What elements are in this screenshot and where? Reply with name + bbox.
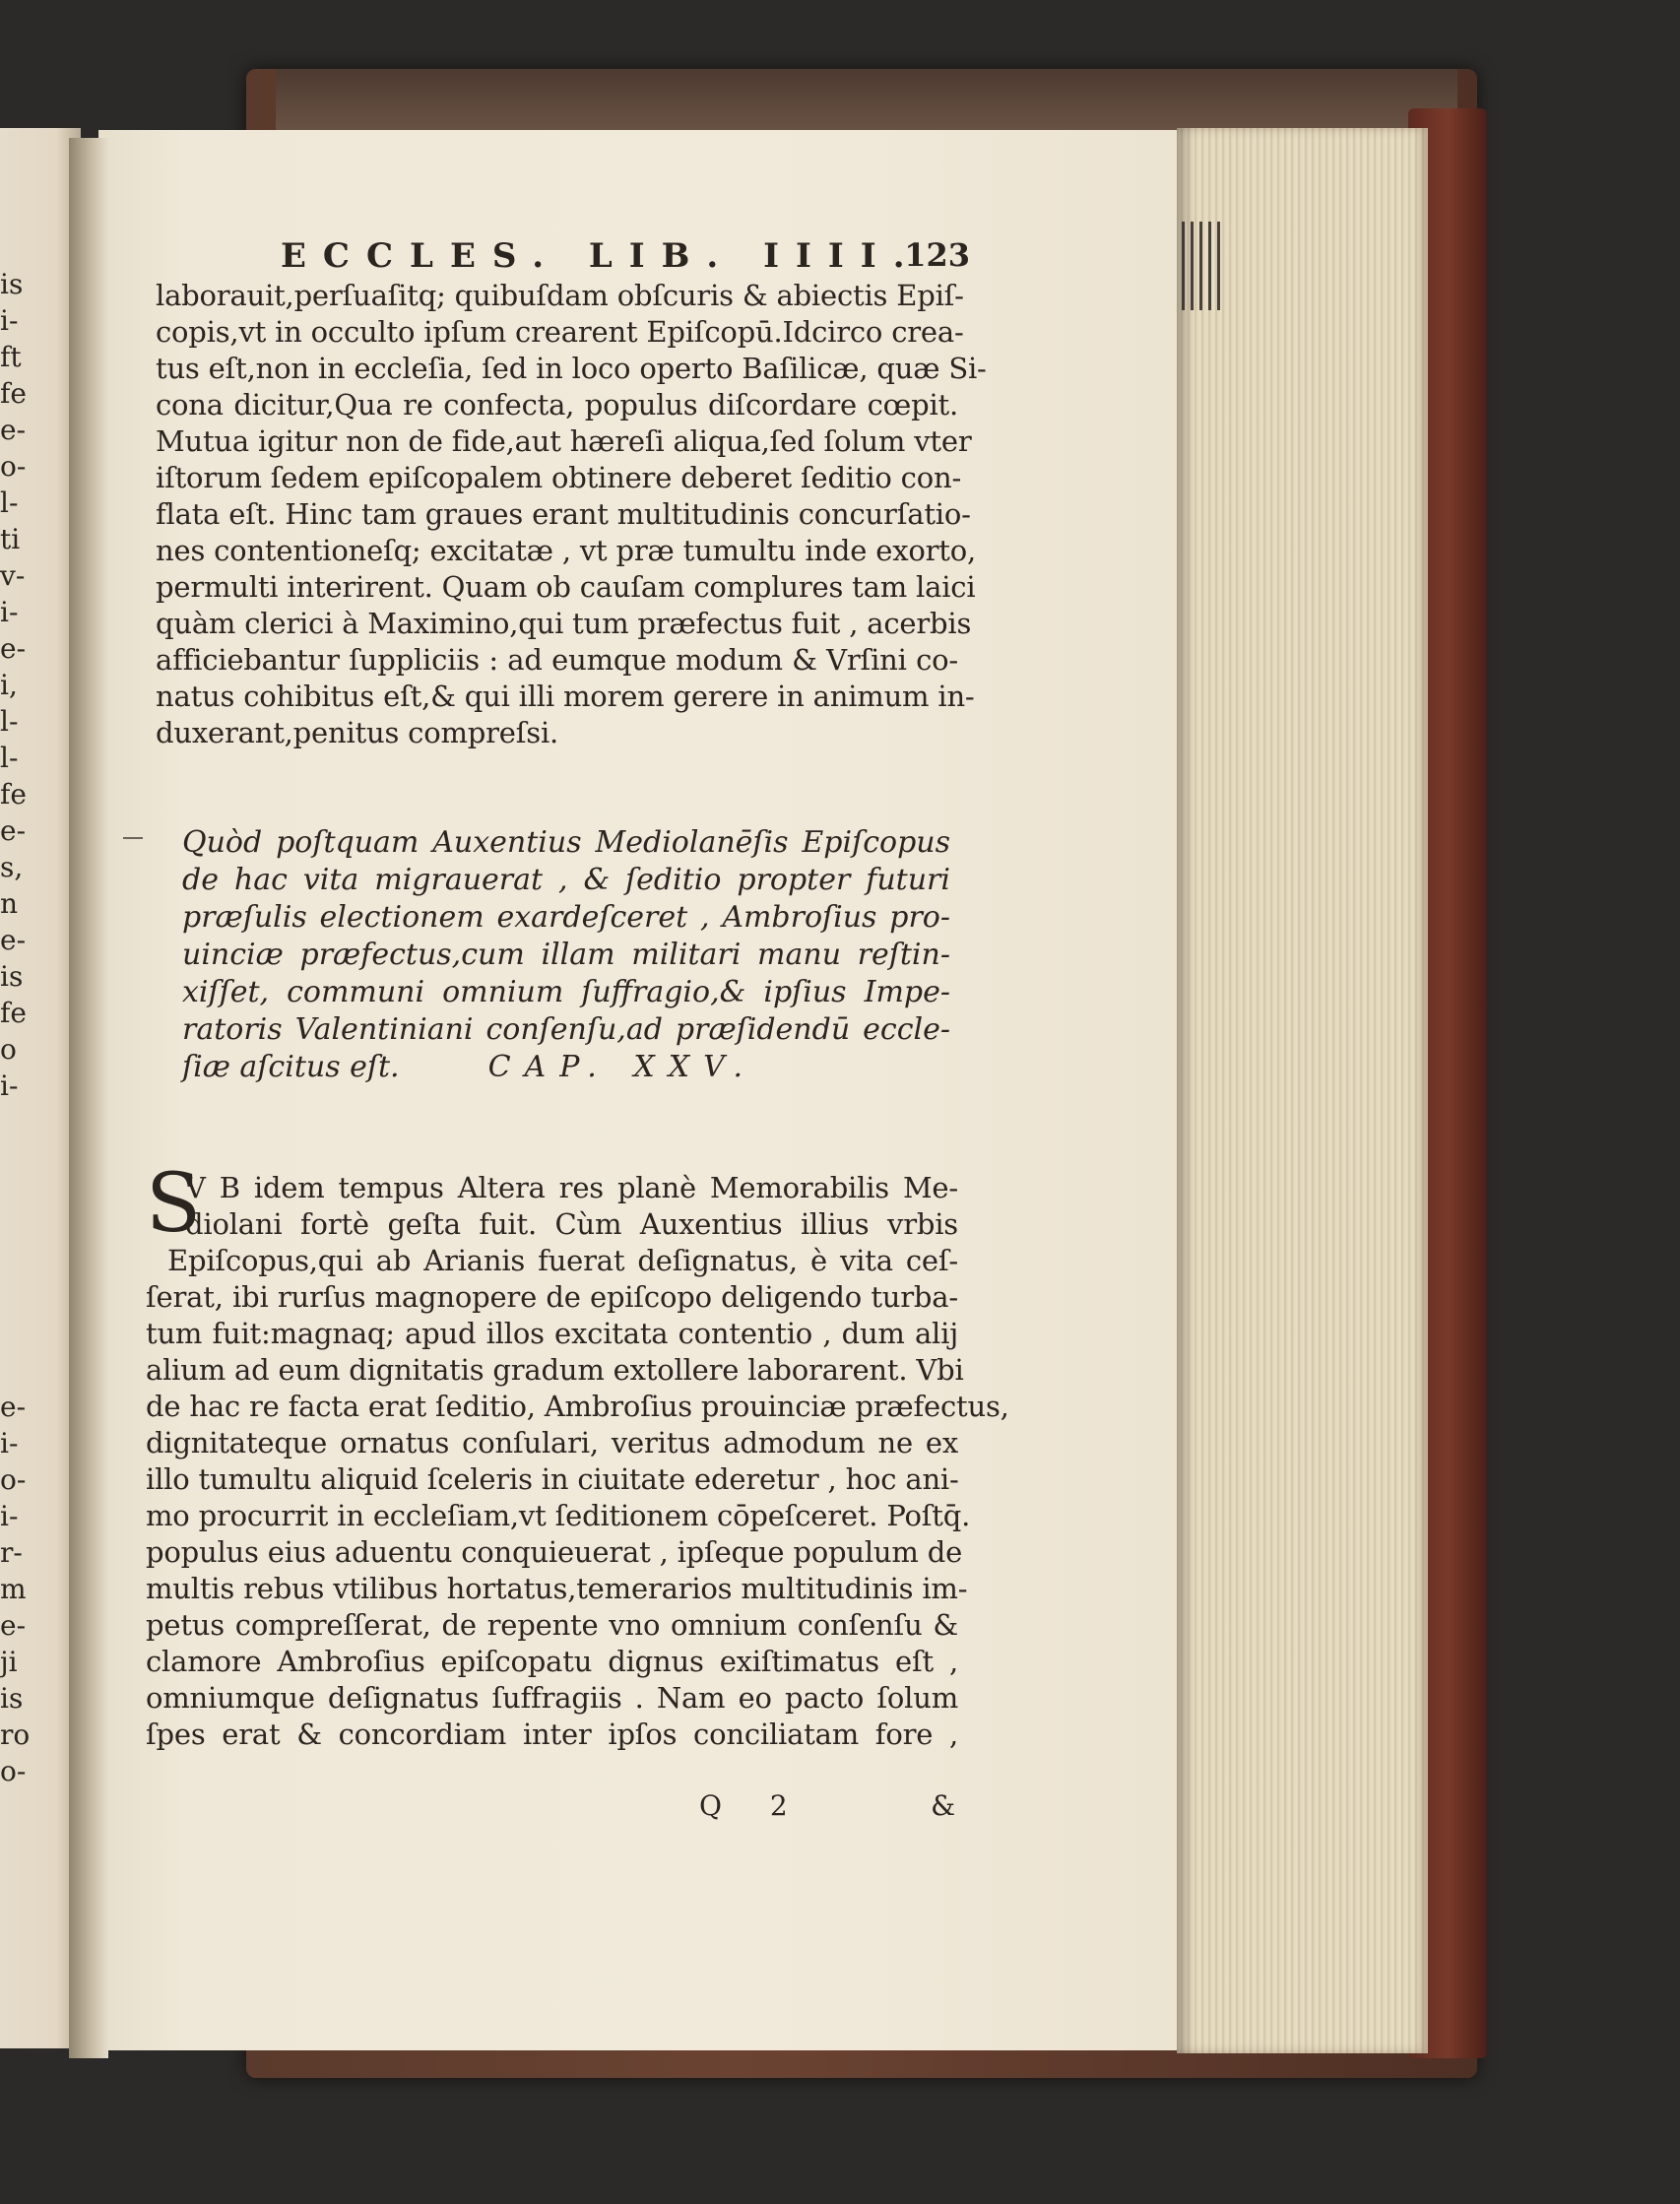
page-edges [1177,128,1428,2053]
left-fragment: i- [0,1500,19,1532]
body-line: copis,vt in occulto ipſum crearent Epiſcopū.Idcirco crea- [156,315,964,349]
heading-line [182,1011,950,1049]
left-fragment: is [0,268,24,300]
drop-cap: S [146,1157,202,1251]
left-page-fragments-lower [0,1389,30,1789]
signature-mark: Q 2 [699,1789,808,1822]
chapter-line: petus compreſſerat, de repente vno omnium conſenſu & [146,1608,958,1642]
left-fragment: e- [0,632,27,665]
left-fragment: l- [0,486,19,519]
heading-line [182,862,950,899]
body-line: flata eſt. Hinc tam graues erant multitudinis concurſatio- [156,497,971,531]
heading-line [182,974,950,1011]
left-fragment: ft [0,341,22,373]
left-fragment: is [0,960,24,993]
page-footer [699,1789,955,1829]
left-fragment: i- [0,304,19,337]
left-fragment: e- [0,414,27,446]
catchword: & [931,1789,955,1822]
chapter-line: diolani fortè geſta fuit. Cùm Auxentius illius vrbis [185,1207,958,1241]
heading-line-text: ſiæ aſcitus eſt. [182,1050,400,1084]
chapter-line: alium ad eum dignitatis gradum extollere laborarent. Vbi [146,1353,964,1387]
left-fragment: o- [0,1755,27,1787]
margin-dash [123,837,143,839]
heading-line-text: præſulis electionem exardeſceret , Ambroſius pro- [182,900,950,935]
left-fragment: e- [0,1609,27,1642]
edge-ink-marks [1182,222,1221,310]
left-fragment: i- [0,1070,19,1102]
body-line: afficiebantur ſuppliciis : ad eumque modum & Vrſini co- [156,643,958,677]
heading-line [182,824,950,862]
chapter-line: V B idem tempus Altera res planè Memorabilis Me- [185,1171,958,1204]
body-line: iſtorum ſedem epiſcopalem obtinere deberet ſeditio con- [156,461,962,494]
left-fragment: s, [0,851,24,883]
body-line: duxerant,penitus compreſsi. [156,716,559,749]
body-line: tus eſt,non in eccleſia, ſed in loco operto Baſilicæ, quæ Si- [156,352,987,385]
body-line: nes contentioneſq; excitatæ , vt præ tumultu inde exorto, [156,534,977,567]
chapter-line: illo tumultu aliquid ſceleris in ciuitate ederetur , hoc ani- [146,1462,959,1496]
chapter-line: dignitateque ornatus conſulari, veritus admodum ne ex [146,1426,958,1459]
left-fragment: o- [0,450,27,483]
left-fragment: l- [0,705,19,738]
left-fragment: ro [0,1718,31,1751]
left-fragment: o- [0,1463,27,1496]
page-number: 123 [904,236,970,274]
chapter-line: tum fuit:magnaq; apud illos excitata contentio , dum alij [146,1317,958,1350]
left-fragment: l- [0,742,19,774]
chapter-line: ſerat, ibi rurſus magnopere de epiſcopo deligendo turba- [146,1280,958,1314]
chapter-line: Epiſcopus,qui ab Arianis fuerat deſignatus, è vita ceſ- [167,1244,958,1277]
heading-line-text: uinciæ præfectus,cum illam militari manu reſtin- [182,938,950,972]
left-fragment: m [0,1573,27,1605]
chapter-number: CAP. XXV. [487,1050,757,1084]
left-page-fragments-upper [0,266,30,1104]
left-fragment: i, [0,669,18,701]
left-fragment: v- [0,559,26,592]
left-fragment: ji [0,1646,18,1678]
chapter-text [146,1170,1009,1753]
body-text [156,278,987,751]
body-line: natus cohibitus eſt,& qui illi morem gerere in animum in- [156,680,975,713]
body-line: permulti interirent. Quam ob cauſam complures tam laici [156,570,976,604]
left-fragment: fe [0,997,27,1029]
body-line: cona dicitur,Qua re confecta, populus diſcordare cœpit. [156,388,958,421]
heading-line [182,1049,950,1086]
running-head [281,236,970,276]
chapter-heading [182,824,950,1086]
body-line: laborauit,perſuaſitq; quibuſdam obſcuris & abiectis Epiſ- [156,279,964,312]
left-fragment: e- [0,1391,27,1423]
left-fragment: fe [0,778,27,810]
chapter-line: multis rebus vtilibus hortatus,temerarios multitudinis im- [146,1572,968,1605]
body-line: quàm clerici à Maximino,qui tum præfectus fuit , acerbis [156,607,972,640]
left-fragment: i- [0,596,19,628]
left-fragment: ti [0,523,21,555]
left-fragment: r- [0,1536,23,1569]
left-fragment: e- [0,924,27,956]
chapter-line: populus eius aduentu conquieuerat , ipſeque populum de [146,1535,963,1569]
left-fragment: e- [0,814,27,847]
body-line: Mutua igitur non de fide,aut hæreſi aliqua,ſed ſolum vter [156,424,972,458]
chapter-line: mo procurrit in eccleſiam,vt ſeditionem cōpeſceret. Poſtq̄. [146,1499,971,1532]
left-fragment: o [0,1033,17,1066]
heading-line [182,899,950,937]
chapter-line: clamore Ambroſius epiſcopatu dignus exiſtimatus eſt , [146,1645,958,1678]
left-fragment: fe [0,377,27,410]
page-edge-shadow [1177,128,1195,2053]
gutter-shadow [69,138,108,2058]
heading-line-text: ratoris Valentiniani conſenſu,ad præſidendū eccle- [182,1012,950,1047]
left-fragment: i- [0,1427,19,1459]
heading-line-text: xiſſet, communi omnium ſuffragio,& ipſius Impe- [182,975,950,1009]
chapter-line: de hac re facta erat ſeditio, Ambroſius prouinciæ præfectus, [146,1390,1009,1423]
left-fragment: n [0,887,19,920]
heading-line-text: Quòd poſtquam Auxentius Mediolanēſis Epiſcopus [182,825,950,860]
heading-line-text: de hac vita migrauerat , & ſeditio propter futuri [182,863,950,897]
chapter-line: omniumque deſignatus ſuffragiis . Nam eo pacto ſolum [146,1681,958,1715]
running-head-title: ECCLES. LIB. IIII. [281,236,922,276]
chapter-line: ſpes erat & concordiam inter ipſos conciliatam fore , [146,1718,958,1751]
heading-line [182,937,950,974]
left-fragment: is [0,1682,24,1715]
